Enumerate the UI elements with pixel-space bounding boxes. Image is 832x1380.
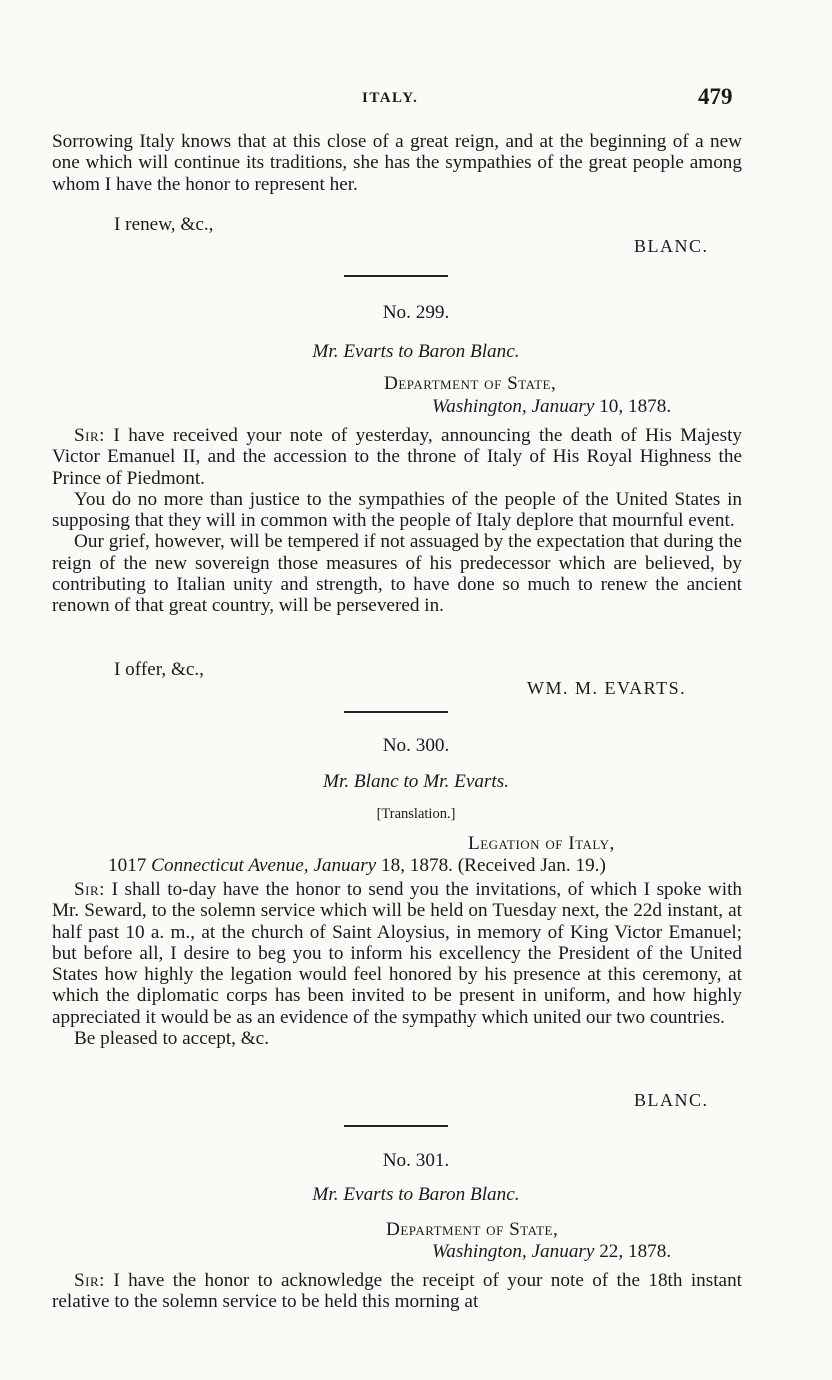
- dateline-legation-300: Legation of Italy,: [468, 833, 615, 854]
- dateline-month-301: January: [531, 1241, 595, 1262]
- document-number-299: No. 299.: [382, 302, 450, 323]
- address-place-300: Connecticut Avenue,: [151, 855, 309, 876]
- dateline-address-300: [108, 855, 606, 877]
- salutation-300: Sir:: [74, 879, 106, 900]
- opening-closing: I renew, &c.,: [114, 214, 214, 235]
- document-heading-301: Mr. Evarts to Baron Blanc.: [312, 1184, 520, 1205]
- address-number-300: 1017: [108, 855, 147, 876]
- document-heading-300: Mr. Blanc to Mr. Evarts.: [323, 771, 509, 792]
- paragraph-299-2: You do no more than justice to the sympathies of the people of the United States in supposing that they will in common with the people of Italy deplore that mournful event.: [52, 488, 742, 532]
- dateline-department-299: Department of State,: [384, 373, 557, 394]
- paragraph-301-1-text: I have the honor to acknowledge the receipt of your note of the 18th instant relative to the solemn service to be held this morning at: [52, 1270, 742, 1313]
- document-number-300: No. 300.: [382, 735, 450, 756]
- body-301: [52, 1270, 742, 1313]
- document-heading-299: Mr. Evarts to Baron Blanc.: [312, 341, 520, 362]
- opening-text: Sorrowing Italy knows that at this close of a great reign, and at the beginning of a new one which will continue its traditions, she has the sympathies of the great people among whom I have the honor to represent her.: [52, 131, 742, 195]
- running-head-title: ITALY.: [362, 90, 419, 106]
- dateline-day-year-301: 22, 1878.: [599, 1241, 672, 1262]
- paragraph-301-1: [52, 1270, 742, 1313]
- address-date-300: 18, 1878. (Received Jan. 19.): [381, 855, 606, 876]
- salutation-299: Sir:: [74, 425, 106, 446]
- paragraph-300-1-text: I shall to-day have the honor to send you the invitations, of which I spoke with Mr. Seward, to the solemn service which will be held on Tuesday next, the 22d instant, at half past 10 a. m., at the church of Saint Aloysius, in memory of King Victor Emanuel; but before all, I desire to beg you to inform his excellency the President of the United States how highly the legation would feel honored by his presence at this ceremony, at which the diplomatic corps has been invited to be present in uniform, and how highly appreciated it would be as an evidence of the sympathy which united our two countries.: [52, 879, 743, 1028]
- opening-paragraph: [52, 131, 742, 195]
- closing-299: I offer, &c.,: [114, 659, 204, 680]
- address-month-300: January: [313, 855, 377, 876]
- dateline-place-301: Washington,: [432, 1241, 527, 1262]
- page-number: 479: [698, 84, 733, 109]
- dateline-date-301: [432, 1241, 671, 1263]
- paragraph-299-1-text: I have received your note of yesterday, announcing the death of His Majesty Victor Emanuel II, and the accession to the throne of Italy of His Royal Highness the Prince of Piedmont.: [52, 425, 743, 489]
- closing-300: Be pleased to accept, &c.: [74, 1028, 269, 1050]
- paragraph-299-1: [52, 425, 742, 489]
- section-divider: [344, 1125, 448, 1127]
- dateline-day-year-299: 10, 1878.: [599, 396, 672, 417]
- body-299: [52, 425, 742, 617]
- paragraph-300-1: [52, 879, 742, 1028]
- section-divider: [344, 275, 448, 277]
- paragraph-299-3: Our grief, however, will be tempered if not assuaged by the expectation that during the reign of the new sovereign those measures of his predecessor which are believed, by contributing to Italian unity and strength, to have done so much to renew the ancient renown of that great country, will be persevered in.: [52, 531, 742, 617]
- dateline-month-299: January: [531, 396, 595, 417]
- translation-note: [Translation.]: [376, 806, 456, 822]
- document-number-301: No. 301.: [382, 1150, 450, 1171]
- salutation-301: Sir:: [74, 1270, 106, 1291]
- dateline-place-299: Washington,: [432, 396, 527, 417]
- dateline-department-301: Department of State,: [386, 1219, 559, 1240]
- body-300: [52, 879, 742, 1049]
- signature-299: WM. M. EVARTS.: [527, 678, 687, 698]
- running-head: [0, 84, 832, 114]
- signature-300: BLANC.: [634, 1090, 709, 1110]
- dateline-date-299: [432, 396, 671, 418]
- opening-signature: BLANC.: [634, 236, 709, 256]
- section-divider: [344, 711, 448, 713]
